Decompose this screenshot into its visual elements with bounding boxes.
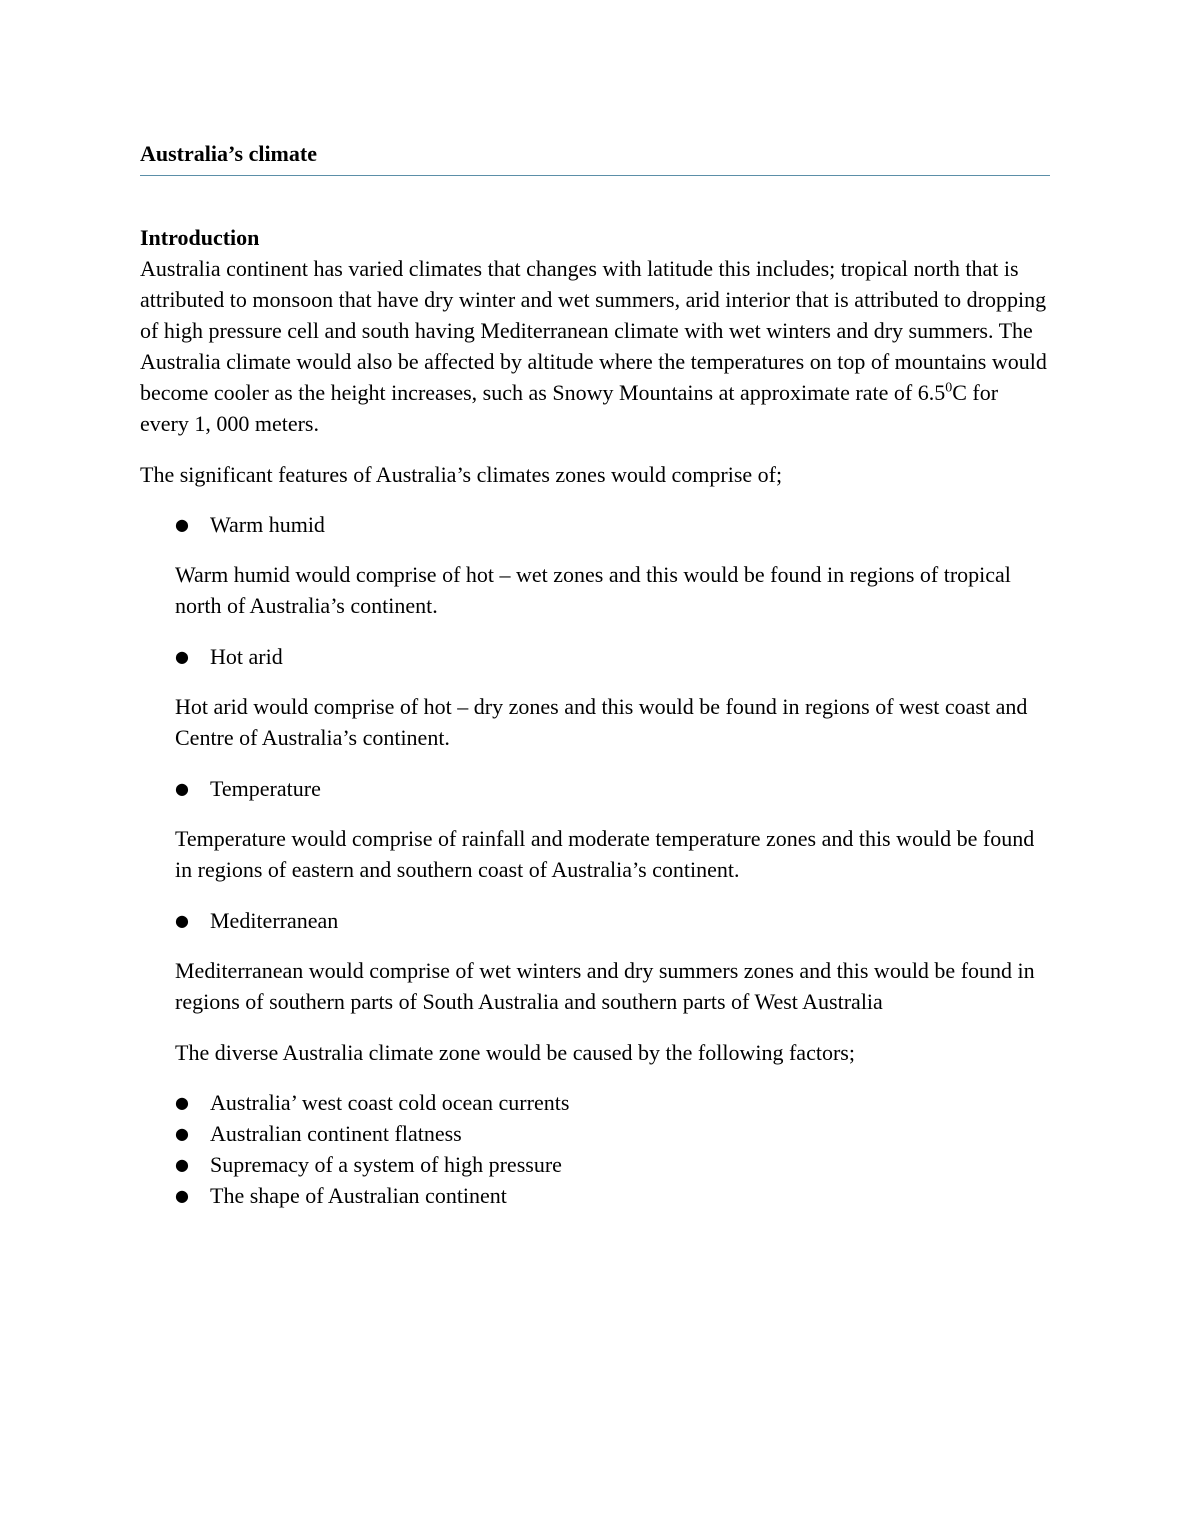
- factor-text: Australia’ west coast cold ocean currents: [210, 1090, 570, 1115]
- factors-lead: The diverse Australia climate zone would be caused by the following factors;: [175, 1040, 855, 1065]
- zone-name: Mediterranean: [210, 908, 339, 933]
- factor-text: Supremacy of a system of high pressure: [210, 1152, 562, 1177]
- zone-name: Warm humid: [210, 512, 325, 537]
- zone-item-temperature: [140, 773, 1052, 804]
- factor-item: [140, 1087, 1052, 1118]
- zone-description-hot-arid: Hot arid would comprise of hot – dry zones and this would be found in regions of west coast and Centre of Australia’s continent.: [175, 694, 1028, 750]
- document-body: [140, 222, 1052, 1211]
- bullet-icon: ●: [175, 647, 189, 666]
- factor-item: [140, 1180, 1052, 1211]
- bullet-icon: ●: [175, 1155, 189, 1174]
- bullet-icon: ●: [175, 1124, 189, 1143]
- bullet-icon: ●: [175, 1093, 189, 1112]
- intro-paragraph: [140, 253, 1052, 439]
- intro-text-part2: C for every 1, 000 meters.: [140, 380, 999, 436]
- zone-description-warm-humid: Warm humid would comprise of hot – wet zones and this would be found in regions of tropical north of Australia’s continent.: [175, 562, 1011, 618]
- intro-superscript: 0: [945, 380, 953, 396]
- features-lead: The significant features of Australia’s climates zones would comprise of;: [140, 462, 783, 487]
- zone-name: Temperature: [210, 776, 321, 801]
- bullet-icon: ●: [175, 911, 189, 930]
- zone-description-temperature: Temperature would comprise of rainfall and moderate temperature zones and this would be found in regions of eastern and southern coast of Australia’s continent.: [175, 826, 1035, 882]
- document-title: Australia’s climate: [140, 141, 317, 166]
- intro-text-part1: Australia continent has varied climates that changes with latitude this includes; tropical north that is attributed to monsoon that have dry winter and wet summers, arid interior that is attributed to dropping of high pressure cell and south having Mediterranean climate with wet winters and dry summers. The Australia climate would also be affected by altitude where the temperatures on top of mountains would become cooler as the height increases, such as Snowy Mountains at approximate rate of 6.5: [140, 256, 1047, 405]
- bullet-icon: ●: [175, 515, 189, 534]
- factor-item: [140, 1149, 1052, 1180]
- factor-item: [140, 1118, 1052, 1149]
- zone-item-mediterranean: [140, 905, 1052, 936]
- factor-text: The shape of Australian continent: [210, 1183, 507, 1208]
- intro-heading: Introduction: [140, 225, 260, 250]
- zone-description-mediterranean: Mediterranean would comprise of wet winters and dry summers zones and this would be found in regions of southern parts of South Australia and southern parts of West Australia: [175, 958, 1035, 1014]
- zone-item-hot-arid: [140, 641, 1052, 672]
- zone-name: Hot arid: [210, 644, 283, 669]
- factor-text: Australian continent flatness: [210, 1121, 462, 1146]
- zone-item-warm-humid: [140, 509, 1052, 540]
- title-underline: [140, 175, 1050, 176]
- bullet-icon: ●: [175, 1186, 189, 1205]
- bullet-icon: ●: [175, 779, 189, 798]
